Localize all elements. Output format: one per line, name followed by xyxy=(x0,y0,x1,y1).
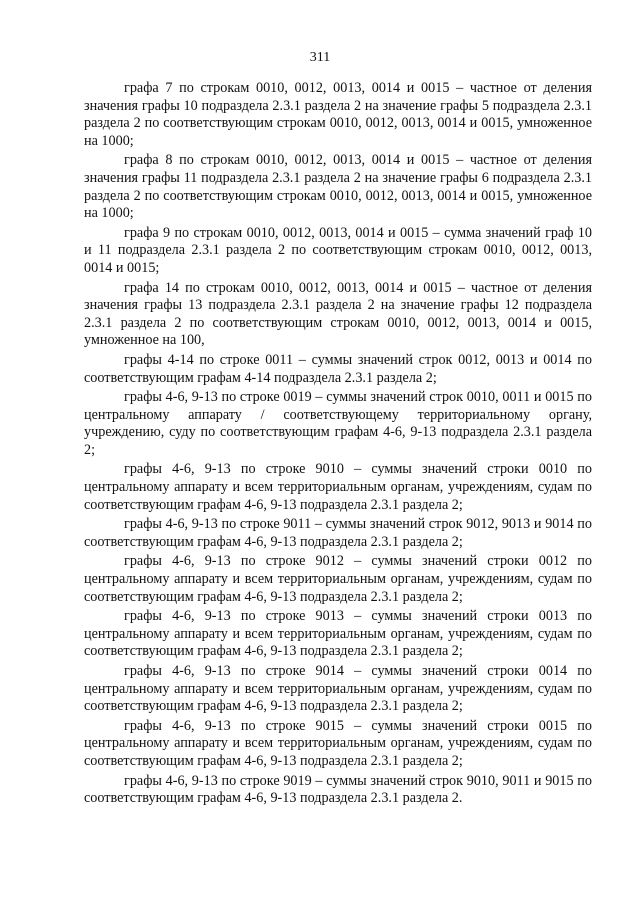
paragraph: графы 4-6, 9-13 по строке 9019 – суммы значений строк 9010, 9011 и 9015 по соответствующим графам 4-6, 9-13 подраздела 2.3.1 раздела 2. xyxy=(84,772,592,807)
body-text xyxy=(84,80,592,808)
page-number: 311 xyxy=(309,50,331,65)
paragraph: графы 4-6, 9-13 по строке 9011 – суммы значений строк 9012, 9013 и 9014 по соответствующим графам 4-6, 9-13 подраздела 2.3.1 раздела 2; xyxy=(84,516,592,550)
paragraph: графы 4-6, 9-13 по строке 9014 – суммы значений строки 0014 по центральному аппарату и всем территориальным органам, учреждениям, судам по соответствующим графам 4-6, 9-13 подраздела 2.3.1 раздела 2; xyxy=(84,663,592,715)
paragraph: графы 4-6, 9-13 по строке 9012 – суммы значений строки 0012 по центральному аппарату и всем территориальным органам, учреждениям, судам по соответствующим графам 4-6, 9-13 подраздела 2.3.1 раздела 2; xyxy=(84,553,592,605)
paragraph: графа 8 по строкам 0010, 0012, 0013, 0014 и 0015 – частное от деления значения графы 11 подраздела 2.3.1 раздела 2 на значение графы 6 подраздела 2.3.1 раздела 2 по соответствующим строкам 0010, 0012, 0013, 0014 и 0015, умноженное на 1000; xyxy=(84,152,592,222)
paragraph: графы 4-14 по строке 0011 – суммы значений строк 0012, 0013 и 0014 по соответствующим графам 4-14 подраздела 2.3.1 раздела 2; xyxy=(84,351,592,386)
paragraph: графа 14 по строкам 0010, 0012, 0013, 0014 и 0015 – частное от деления значения графы 13 подраздела 2.3.1 раздела 2 на значение графы 12 подраздела 2.3.1 раздела 2 по соответствующим строкам 0010, 0012, 0013, 0014 и 0015, умноженное на 100, xyxy=(84,279,592,349)
paragraph: графы 4-6, 9-13 по строке 9013 – суммы значений строки 0013 по центральному аппарату и всем территориальным органам, учреждениям, судам по соответствующим графам 4-6, 9-13 подраздела 2.3.1 раздела 2; xyxy=(84,608,592,660)
paragraph: графы 4-6, 9-13 по строке 0019 – суммы значений строк 0010, 0011 и 0015 по центральному аппарату / соответствующему территориальному органу, учреждению, суду по соответствующим графам 4-6, 9-13 подраздела 2.3.1 раздела 2; xyxy=(84,389,592,458)
paragraph: графы 4-6, 9-13 по строке 9015 – суммы значений строки 0015 по центральному аппарату и всем территориальным органам, учреждениям, судам по соответствующим графам 4-6, 9-13 подраздела 2.3.1 раздела 2; xyxy=(84,717,592,769)
paragraph: графа 7 по строкам 0010, 0012, 0013, 0014 и 0015 – частное от деления значения графы 10 подраздела 2.3.1 раздела 2 на значение графы 5 подраздела 2.3.1 раздела 2 по соответствующим строкам 0010, 0012, 0013, 0014 и 0015, умноженное на 1000; xyxy=(84,80,592,149)
paragraph: графы 4-6, 9-13 по строке 9010 – суммы значений строки 0010 по центральному аппарату и всем территориальным органам, учреждениям, судам по соответствующим графам 4-6, 9-13 подраздела 2.3.1 раздела 2; xyxy=(84,461,592,513)
paragraph: графа 9 по строкам 0010, 0012, 0013, 0014 и 0015 – сумма значений граф 10 и 11 подраздела 2.3.1 раздела 2 по соответствующим строкам 0010, 0012, 0013, 0014 и 0015; xyxy=(84,224,592,276)
